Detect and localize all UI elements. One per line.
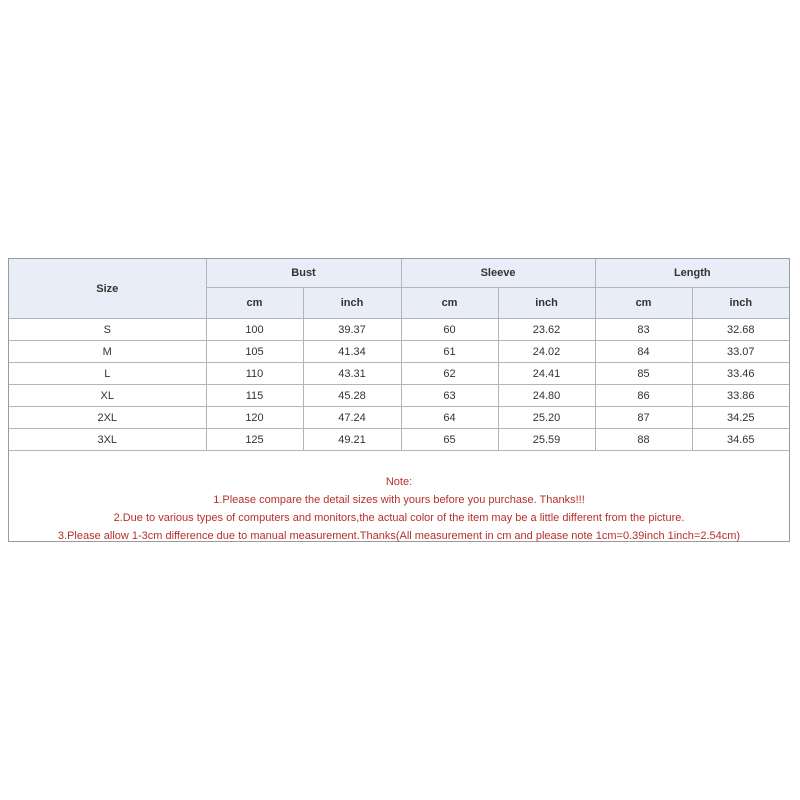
note-title: Note: xyxy=(385,476,413,488)
size-table xyxy=(9,259,789,451)
bust-cm-cell: 100 xyxy=(206,319,303,341)
sleeve-inch-cell: 24.41 xyxy=(498,363,595,385)
sleeve-inch-cell: 25.20 xyxy=(498,407,595,429)
length-inch-cell: 33.86 xyxy=(692,385,789,407)
sleeve-cm-cell: 62 xyxy=(401,363,498,385)
bust-cm-cell: 120 xyxy=(206,407,303,429)
length-inch-cell: 32.68 xyxy=(692,319,789,341)
length-inch-cell: 34.25 xyxy=(692,407,789,429)
sleeve-cm-cell: 65 xyxy=(401,429,498,451)
length-inch-cell: 34.65 xyxy=(692,429,789,451)
size-cell: M xyxy=(9,341,206,363)
table-row xyxy=(9,385,789,407)
table-row xyxy=(9,341,789,363)
length-cm-cell: 88 xyxy=(595,429,692,451)
length-cm-cell: 83 xyxy=(595,319,692,341)
table-row xyxy=(9,429,789,451)
length-inch-cell: 33.46 xyxy=(692,363,789,385)
sleeve-cm-cell: 64 xyxy=(401,407,498,429)
size-column-header: Size xyxy=(9,259,206,319)
length-cm-cell: 87 xyxy=(595,407,692,429)
bust-cm-header: cm xyxy=(206,288,303,319)
length-header: Length xyxy=(595,259,789,288)
length-inch-cell: 33.07 xyxy=(692,341,789,363)
size-cell: L xyxy=(9,363,206,385)
bust-inch-cell: 39.37 xyxy=(303,319,401,341)
sleeve-inch-cell: 25.59 xyxy=(498,429,595,451)
note-line: 1.Please compare the detail sizes with yours before you purchase. Thanks!!! xyxy=(213,494,585,506)
sleeve-cm-cell: 60 xyxy=(401,319,498,341)
note-line: 2.Due to various types of computers and monitors,the actual color of the item may be a little different from the picture. xyxy=(113,512,685,524)
bust-inch-cell: 47.24 xyxy=(303,407,401,429)
bust-inch-cell: 49.21 xyxy=(303,429,401,451)
sleeve-header: Sleeve xyxy=(401,259,595,288)
sleeve-cm-cell: 61 xyxy=(401,341,498,363)
length-cm-cell: 86 xyxy=(595,385,692,407)
bust-header: Bust xyxy=(206,259,401,288)
bust-cm-cell: 110 xyxy=(206,363,303,385)
table-row xyxy=(9,363,789,385)
bust-inch-cell: 41.34 xyxy=(303,341,401,363)
sleeve-cm-cell: 63 xyxy=(401,385,498,407)
size-cell: S xyxy=(9,319,206,341)
bust-inch-cell: 43.31 xyxy=(303,363,401,385)
notes-section xyxy=(9,453,789,541)
length-cm-header: cm xyxy=(595,288,692,319)
note-line: 3.Please allow 1-3cm difference due to manual measurement.Thanks(All measurement in cm and please note 1cm=0.39inch 1inch=2.54cm) xyxy=(57,530,741,542)
bust-inch-cell: 45.28 xyxy=(303,385,401,407)
size-chart xyxy=(8,258,790,542)
bust-inch-header: inch xyxy=(303,288,401,319)
bust-cm-cell: 125 xyxy=(206,429,303,451)
length-inch-header: inch xyxy=(692,288,789,319)
sleeve-inch-cell: 23.62 xyxy=(498,319,595,341)
sleeve-cm-header: cm xyxy=(401,288,498,319)
size-cell: 3XL xyxy=(9,429,206,451)
bust-cm-cell: 105 xyxy=(206,341,303,363)
sleeve-inch-cell: 24.02 xyxy=(498,341,595,363)
size-cell: XL xyxy=(9,385,206,407)
length-cm-cell: 84 xyxy=(595,341,692,363)
sleeve-inch-cell: 24.80 xyxy=(498,385,595,407)
length-cm-cell: 85 xyxy=(595,363,692,385)
bust-cm-cell: 115 xyxy=(206,385,303,407)
sleeve-inch-header: inch xyxy=(498,288,595,319)
table-row xyxy=(9,407,789,429)
size-cell: 2XL xyxy=(9,407,206,429)
table-row xyxy=(9,319,789,341)
